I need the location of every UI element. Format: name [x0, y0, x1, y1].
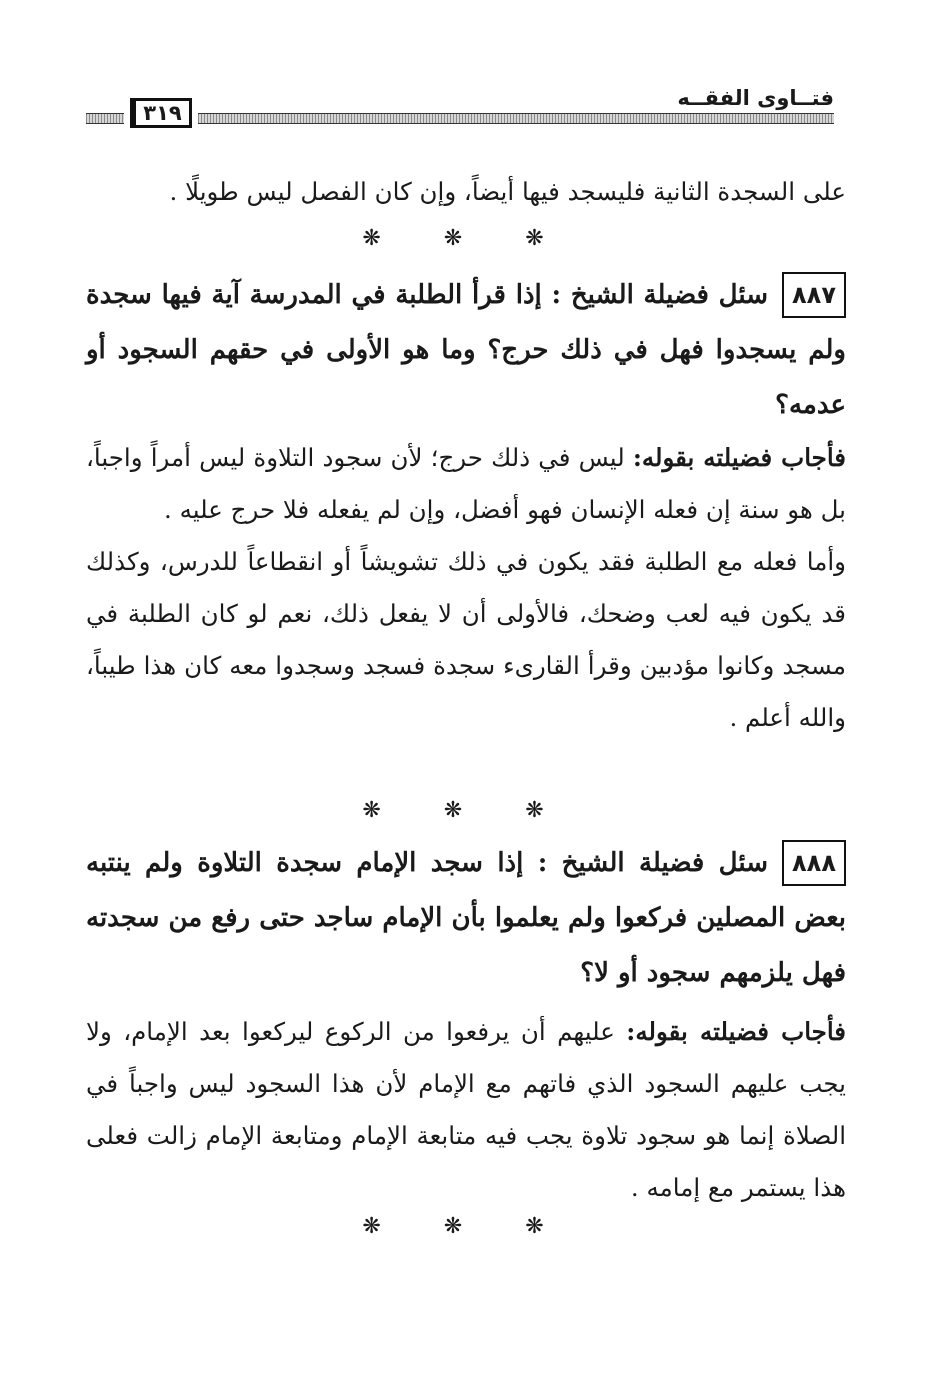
answer-887-paragraph-2: وأما فعله مع الطلبة فقد يكون في ذلك تشويشاً أو انقطاعاً للدرس، وكذلك قد يكون فيه لعب وضحك، فالأولى أن لا يفعل ذلك، نعم لو كان الطلبة في مسجد وكانوا مؤدبين وقرأ القارىء سجدة فسجد وسجدوا معه كان هذا طيباً، والله أعلم .	[86, 547, 846, 732]
page-number: ٣١٩	[130, 98, 192, 128]
question-number-887: ٨٨٧	[782, 272, 846, 318]
header-rule-end	[86, 113, 124, 124]
question-number-888: ٨٨٨	[782, 840, 846, 886]
answer-label: فأجاب فضيلته بقوله:	[632, 443, 846, 472]
separator-stars: ❋ ❋ ❋	[362, 798, 572, 823]
running-title: فتــاوى الفقــه	[677, 86, 834, 110]
question-888	[86, 836, 846, 1001]
question-888-text: سئل فضيلة الشيخ : إذا سجد الإمام سجدة التلاوة ولم ينتبه بعض المصلين فركعوا ولم يعلموا بأن الإمام ساجد حتى رفع من سجدته فهل يلزمهم سجود أو لا؟	[86, 848, 846, 988]
answer-888-paragraph-1: فأجاب فضيلته بقوله: عليهم أن يرفعوا من الركوع ليركعوا بعد الإمام، ولا يجب عليهم السجود الذي فاتهم مع الإمام لأن هذا السجود ليس واجباً في الصلاة إنما هو سجود تلاوة يجب فيه متابعة الإمام ومتابعة الإمام زالت فعلى هذا يستمر مع إمامه .	[86, 1017, 846, 1202]
page-header	[86, 82, 834, 132]
top-paragraph: على السجدة الثانية فليسجد فيها أيضاً، وإن كان الفصل ليس طويلًا .	[169, 177, 846, 206]
answer-887-paragraph-1: فأجاب فضيلته بقوله: ليس في ذلك حرج؛ لأن سجود التلاوة ليس أمراً واجباً، بل هو سنة إن فعله الإنسان فهو أفضل، وإن لم يفعله فلا حرج عليه .	[86, 443, 846, 524]
question-887-text: سئل فضيلة الشيخ : إذا قرأ الطلبة في المدرسة آية فيها سجدة ولم يسجدوا فهل في ذلك حرج؟ وما هو الأولى في حقهم السجود أو عدمه؟	[86, 280, 846, 420]
answer-888	[86, 1006, 846, 1214]
question-887	[86, 268, 846, 433]
header-rule	[198, 113, 834, 124]
separator-stars: ❋ ❋ ❋	[362, 226, 572, 251]
answer-887	[86, 432, 846, 744]
answer-label: فأجاب فضيلته بقوله:	[626, 1017, 846, 1046]
separator-stars: ❋ ❋ ❋	[362, 1214, 572, 1239]
